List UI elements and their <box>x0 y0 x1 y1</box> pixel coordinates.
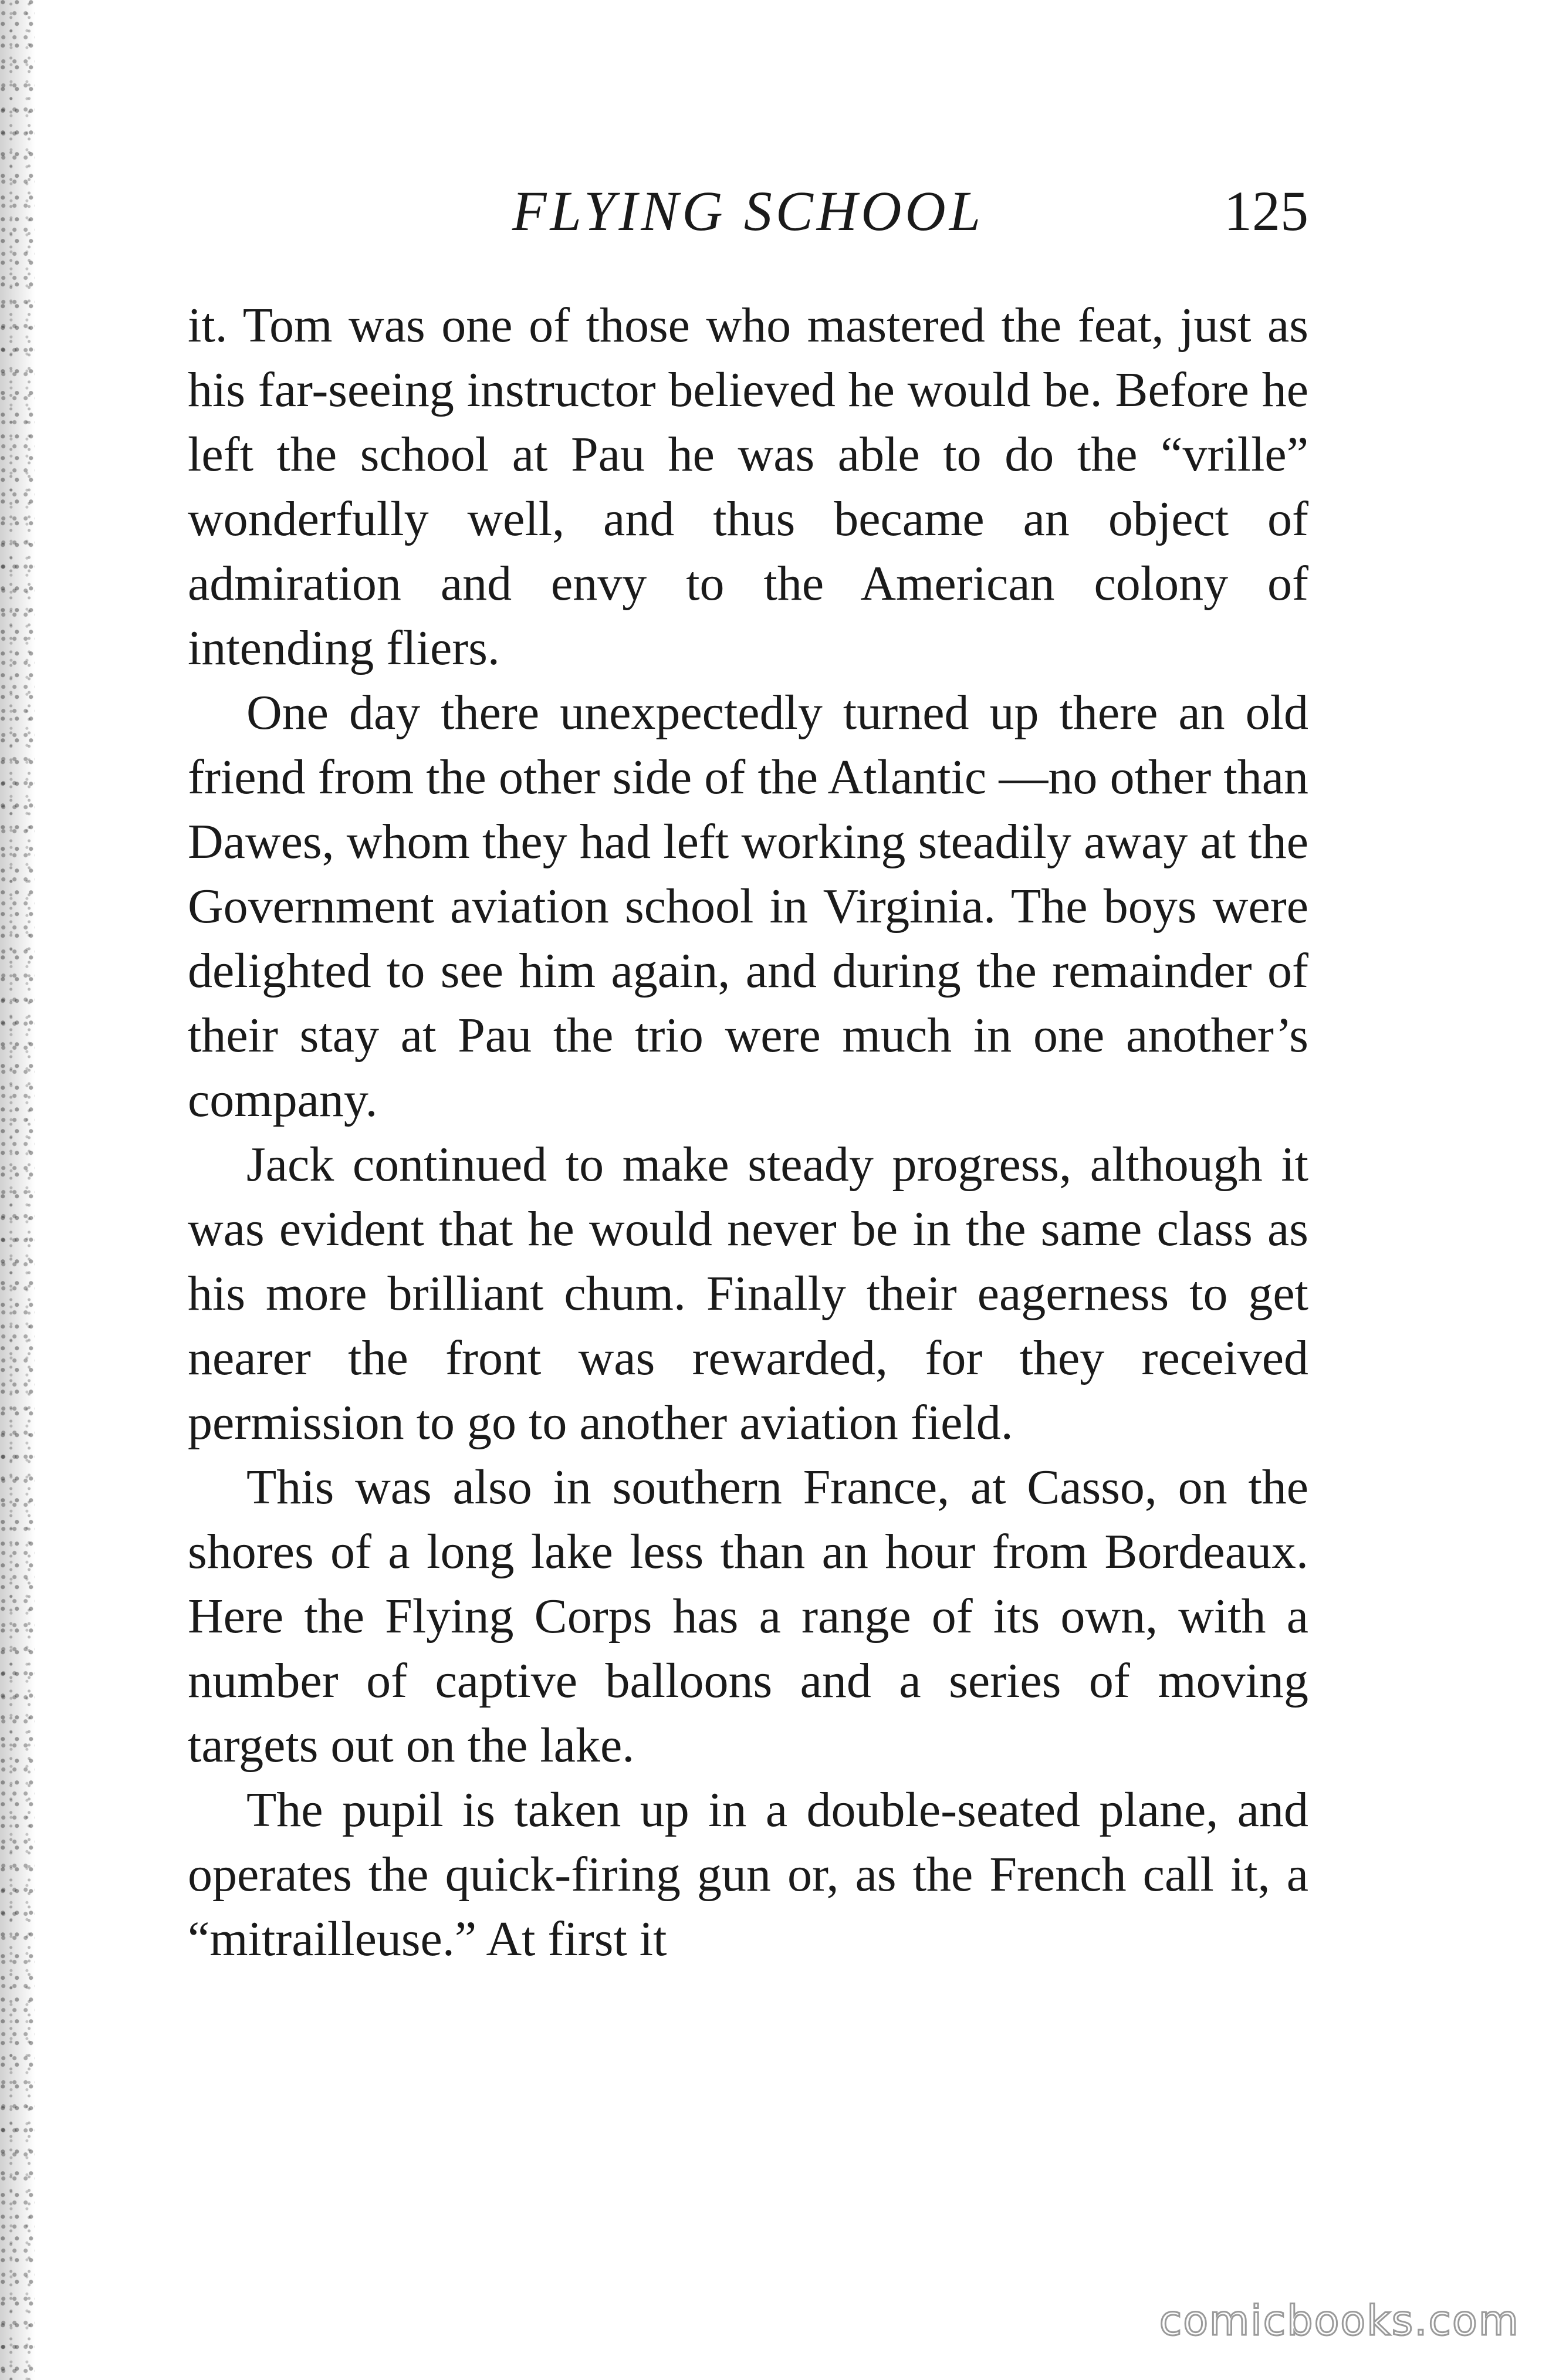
page-number: 125 <box>1224 180 1308 242</box>
paragraph-3: Jack continued to make steady progress, although it was evident that he would never be in the same class as his more brilliant chum. Finally their eagerness to get nearer the front was rewarded, for they received permission to go to another aviation field. <box>188 1137 1308 1450</box>
scan-edge-shadow <box>0 0 35 2380</box>
paragraph-2: One day there unexpectedly turned up there an old friend from the other side of the Atlantic —no other than Dawes, whom they had left working steadily away at the Government aviation school in Virginia. The boys were delighted to see him again, and during the remainder of their stay at Pau the trio were much in one another’s company. <box>188 685 1308 1127</box>
paragraph-5: The pupil is taken up in a double-seated plane, and operates the quick-firing gun or, as the French call it, a “mitrailleuse.” At first it <box>188 1783 1308 1966</box>
page-header <box>188 170 1308 252</box>
paragraph-4: This was also in southern France, at Casso, on the shores of a long lake less than an hour from Bordeaux. Here the Flying Corps has a range of its own, with a number of captive balloons and a series of moving targets out on the lake. <box>188 1460 1308 1773</box>
paragraph-1: it. Tom was one of those who mastered the feat, just as his far-seeing instructor believed he would be. Before he left the school at Pau he was able to do the “vrille” wonderfully well, and thus became an object of admiration and envy to the American colony of intending fliers. <box>188 298 1308 675</box>
watermark: comicbooks.com <box>1159 2297 1520 2345</box>
running-title: FLYING SCHOOL <box>512 180 985 242</box>
body-text <box>188 293 1308 1972</box>
